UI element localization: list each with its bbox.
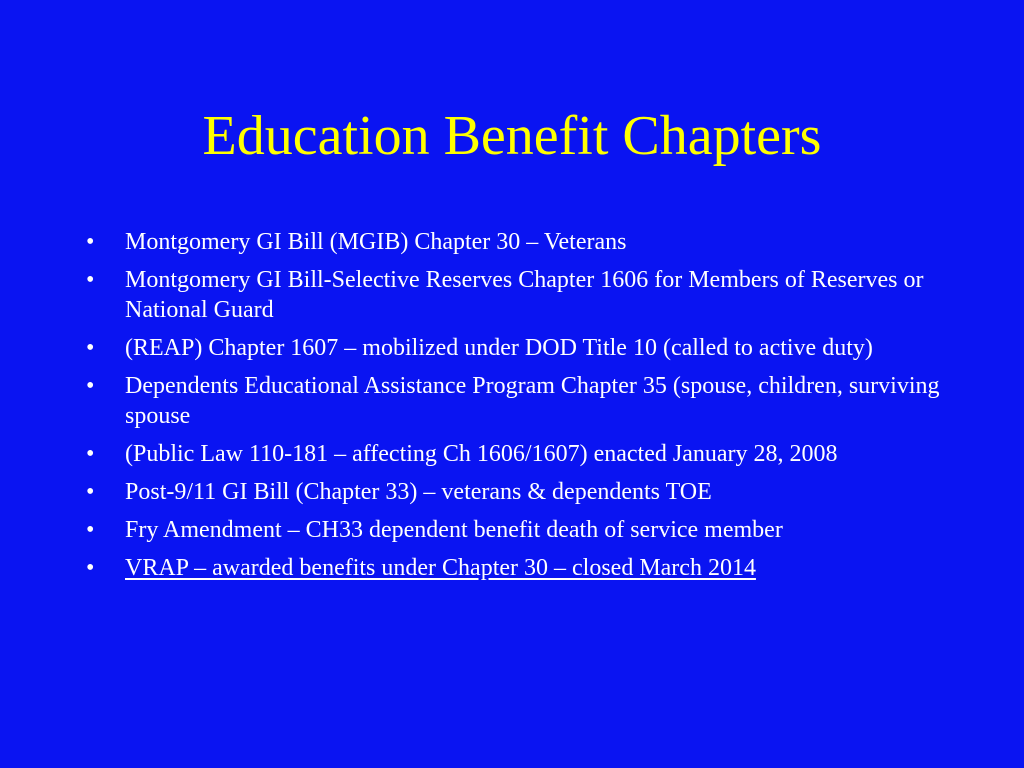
bullet-icon: • (86, 335, 95, 361)
slide-title: Education Benefit Chapters (202, 105, 822, 167)
bullet-icon: • (86, 517, 95, 543)
list-item-text: Dependents Educational Assistance Program Chapter 35 (spouse, children, surviving spouse (125, 373, 940, 429)
list-item-text: Post-9/11 GI Bill (Chapter 33) – veterans & dependents TOE (125, 479, 712, 505)
list-item (86, 515, 946, 545)
bullet-icon: • (86, 479, 95, 505)
list-item-text: Montgomery GI Bill (MGIB) Chapter 30 – Veterans (125, 229, 627, 255)
list-item (86, 265, 946, 325)
list-item-text: Montgomery GI Bill-Selective Reserves Chapter 1606 for Members of Reserves or National Guard (125, 267, 924, 323)
list-item (86, 371, 946, 431)
bullet-icon: • (86, 373, 95, 399)
bullet-icon: • (86, 555, 95, 581)
bullet-icon: • (86, 441, 95, 467)
bullet-list (86, 227, 946, 591)
list-item-text: (Public Law 110-181 – affecting Ch 1606/1607) enacted January 28, 2008 (125, 441, 838, 467)
list-item-text: (REAP) Chapter 1607 – mobilized under DOD Title 10 (called to active duty) (125, 335, 873, 361)
list-item-text: Fry Amendment – CH33 dependent benefit death of service member (125, 517, 783, 543)
list-item (86, 439, 946, 469)
list-item (86, 477, 946, 507)
vrap-link[interactable]: VRAP – awarded benefits under Chapter 30 – closed March 2014 (125, 555, 756, 581)
bullet-icon: • (86, 267, 95, 293)
list-item (86, 227, 946, 257)
bullet-icon: • (86, 229, 95, 255)
list-item (86, 553, 946, 583)
list-item (86, 333, 946, 363)
